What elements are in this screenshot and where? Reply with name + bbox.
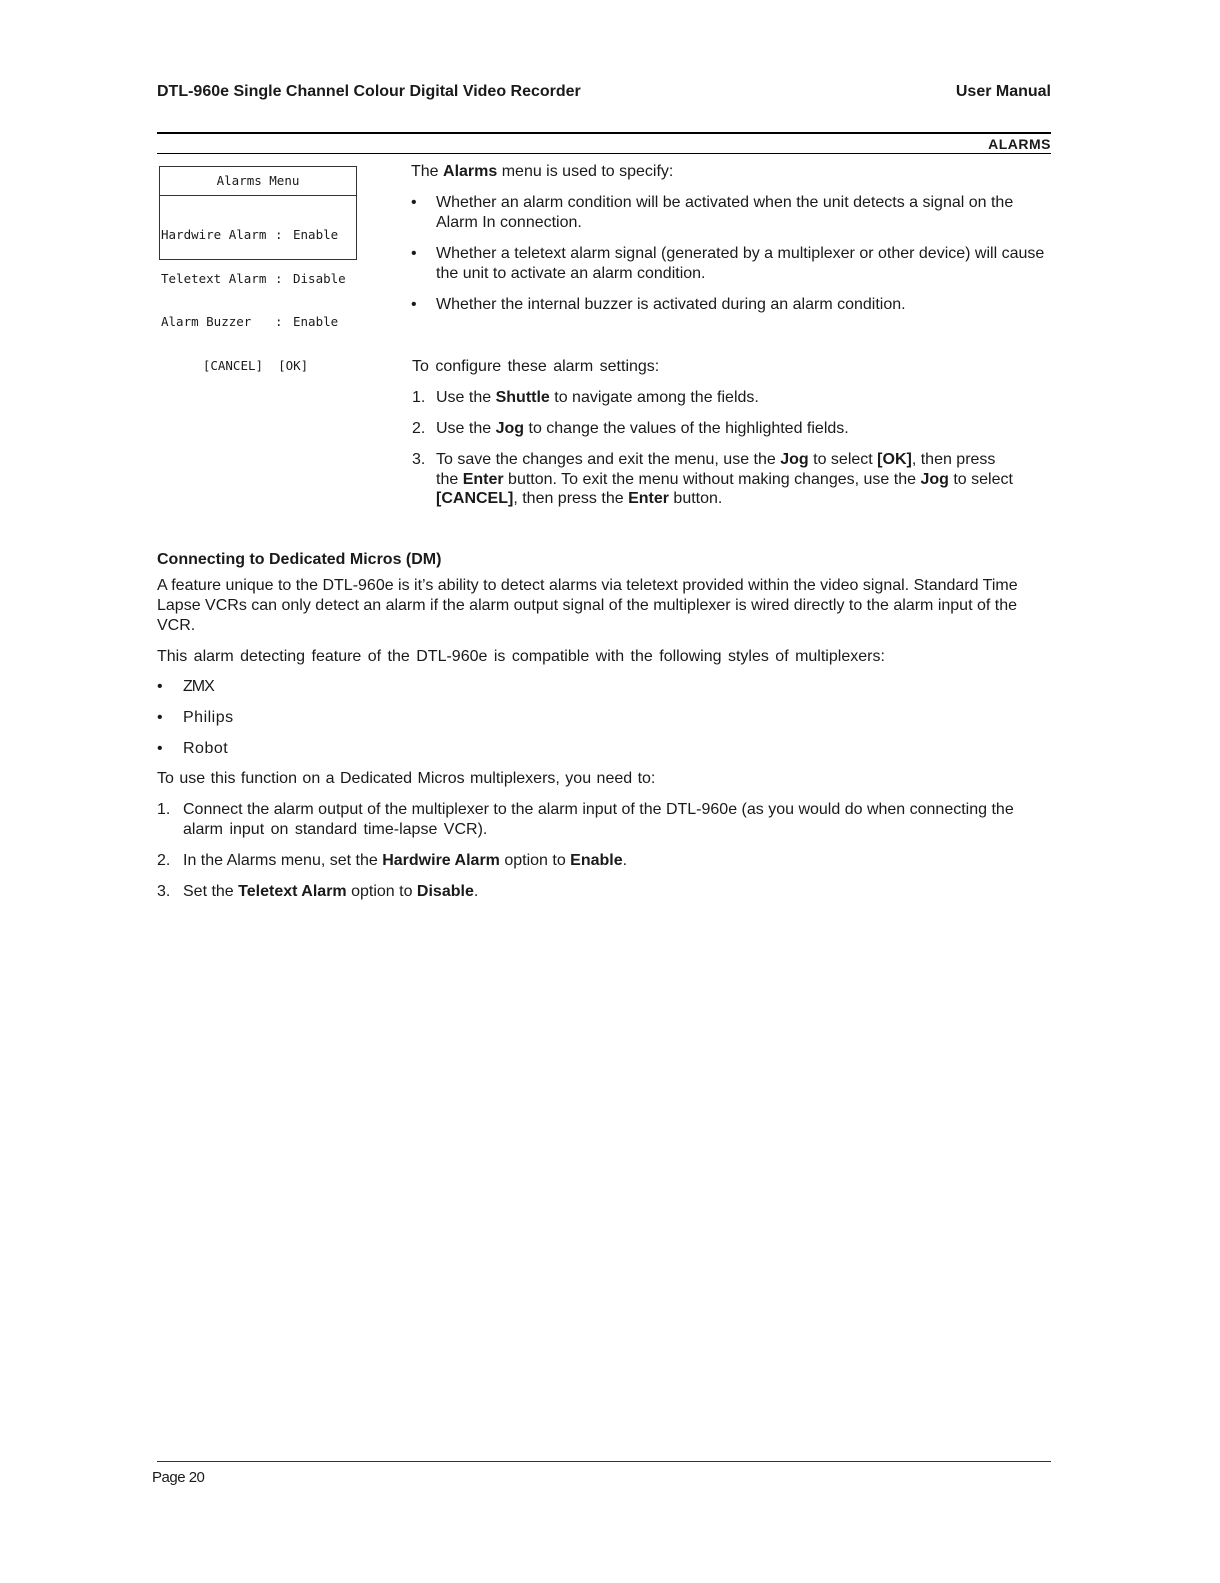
step-text: to change the values of the highlighted fields. xyxy=(524,420,849,437)
configure-step-line xyxy=(436,450,995,470)
configure-step-line xyxy=(436,470,1013,490)
dm-step-line: Connect the alarm output of the multiplexer to the alarm input of the DTL-960e (as you would do when connecting the xyxy=(183,801,1014,818)
intro-bullet-item: Whether an alarm condition will be activated when the unit detects a signal on the Alarm In connection. xyxy=(436,194,1014,231)
section-rule xyxy=(157,153,1051,154)
menu-row-alarm-buzzer xyxy=(161,315,356,330)
configure-step-line xyxy=(436,489,722,509)
step-text: the xyxy=(436,471,463,488)
step-bold: Hardwire Alarm xyxy=(382,852,500,869)
step-bold: Enable xyxy=(570,852,623,869)
step-number: 2. xyxy=(157,852,171,869)
step-text: option to xyxy=(499,852,571,869)
dm-paragraph: To use this function on a Dedicated Micros multiplexers, you need to: xyxy=(157,770,656,787)
menu-row-hardwire-alarm xyxy=(161,228,356,243)
menu-row-value: Disable xyxy=(293,270,346,286)
step-number: 2. xyxy=(412,420,426,437)
step-text: to navigate among the fields. xyxy=(549,389,759,406)
step-bold: Teletext Alarm xyxy=(238,883,347,900)
step-number: 1. xyxy=(412,389,426,406)
configure-lead: To configure these alarm settings: xyxy=(412,358,660,375)
multiplexer-item: Philips xyxy=(183,709,234,726)
step-bold: Jog xyxy=(920,471,949,488)
step-text: button. xyxy=(668,490,723,507)
step-bold: Enter xyxy=(628,490,669,507)
menu-title: Alarms Menu xyxy=(160,167,356,196)
bullet-icon: • xyxy=(157,709,163,726)
step-number: 3. xyxy=(412,451,426,468)
configure-step xyxy=(436,388,759,408)
step-text: to select xyxy=(808,451,878,468)
step-text: Use the xyxy=(436,420,496,437)
intro-bullet-item: Whether a teletext alarm signal (generated by a multiplexer or other device) will cause the unit to activate an alarm condition. xyxy=(436,245,1045,282)
intro-text xyxy=(411,162,673,182)
step-number: 3. xyxy=(157,883,171,900)
dm-paragraph: This alarm detecting feature of the DTL-960e is compatible with the following styles of multiplexers: xyxy=(157,648,885,665)
dm-paragraph-line: Lapse VCRs can only detect an alarm if the alarm output signal of the multiplexer is wired directly to the alarm input of the xyxy=(157,597,1017,614)
page-number: Page 20 xyxy=(152,1469,205,1486)
intro-bold: Alarms xyxy=(443,163,498,180)
step-text: , then press the xyxy=(513,490,629,507)
menu-buttons: [CANCEL] [OK] xyxy=(202,357,309,373)
bullet-icon: • xyxy=(411,296,417,313)
configure-step xyxy=(436,419,849,439)
menu-row-key: Teletext Alarm xyxy=(161,270,267,286)
bullet-icon: • xyxy=(411,194,417,211)
menu-row-key: Alarm Buzzer xyxy=(161,314,252,329)
intro-post: menu is used to specify: xyxy=(497,163,674,180)
header-rule xyxy=(157,132,1051,134)
section-label: ALARMS xyxy=(988,136,1051,152)
step-text: . xyxy=(473,883,479,900)
dm-step xyxy=(183,851,627,871)
step-bold: Enter xyxy=(462,471,504,488)
step-bold: Disable xyxy=(416,883,474,900)
step-text: . xyxy=(622,852,628,869)
multiplexer-item: Robot xyxy=(183,740,229,757)
multiplexer-item: ZMX xyxy=(183,678,214,695)
dm-paragraph-line: A feature unique to the DTL-960e is it’s ability to detect alarms via teletext provided within the video signal. Standard Time xyxy=(157,577,1018,594)
step-bold: Shuttle xyxy=(495,389,550,406)
menu-row-colon: : xyxy=(275,314,283,329)
step-text: To save the changes and exit the menu, use the xyxy=(436,451,781,468)
step-text: option to xyxy=(346,883,417,900)
bullet-icon: • xyxy=(411,245,417,262)
step-bold: [OK] xyxy=(877,451,912,468)
bullet-icon: • xyxy=(157,740,163,757)
menu-row-key: Hardwire Alarm xyxy=(161,227,267,242)
step-bold: Jog xyxy=(495,420,525,437)
alarms-menu-screen xyxy=(159,166,357,373)
step-text: Set the xyxy=(183,883,239,900)
document-type: User Manual xyxy=(955,83,1051,100)
step-text: In the Alarms menu, set the xyxy=(183,852,383,869)
step-bold: [CANCEL] xyxy=(436,490,514,507)
intro-bullet-item: Whether the internal buzzer is activated during an alarm condition. xyxy=(436,296,906,313)
menu-row-colon: : xyxy=(275,270,283,286)
menu-row-teletext-alarm xyxy=(161,272,356,287)
step-text: , then press xyxy=(911,451,996,468)
menu-rows xyxy=(160,196,356,402)
dm-step-line: alarm input on standard time-lapse VCR). xyxy=(183,821,488,838)
bullet-icon: • xyxy=(157,678,163,695)
step-text: Use the xyxy=(436,389,496,406)
step-text: to select xyxy=(948,471,1013,488)
step-number: 1. xyxy=(157,801,171,818)
section-heading: Connecting to Dedicated Micros (DM) xyxy=(157,551,442,568)
document-title: DTL-960e Single Channel Colour Digital Video Recorder xyxy=(157,83,581,100)
step-text: button. To exit the menu without making changes, use the xyxy=(503,471,921,488)
menu-row-colon: : xyxy=(275,227,283,242)
menu-row-value: Enable xyxy=(293,227,339,242)
footer-rule xyxy=(157,1461,1051,1462)
dm-step xyxy=(183,882,478,902)
intro-pre: The xyxy=(411,163,444,180)
step-bold: Jog xyxy=(780,451,809,468)
dm-paragraph-line: VCR. xyxy=(157,617,196,634)
menu-row-value: Enable xyxy=(293,314,339,329)
